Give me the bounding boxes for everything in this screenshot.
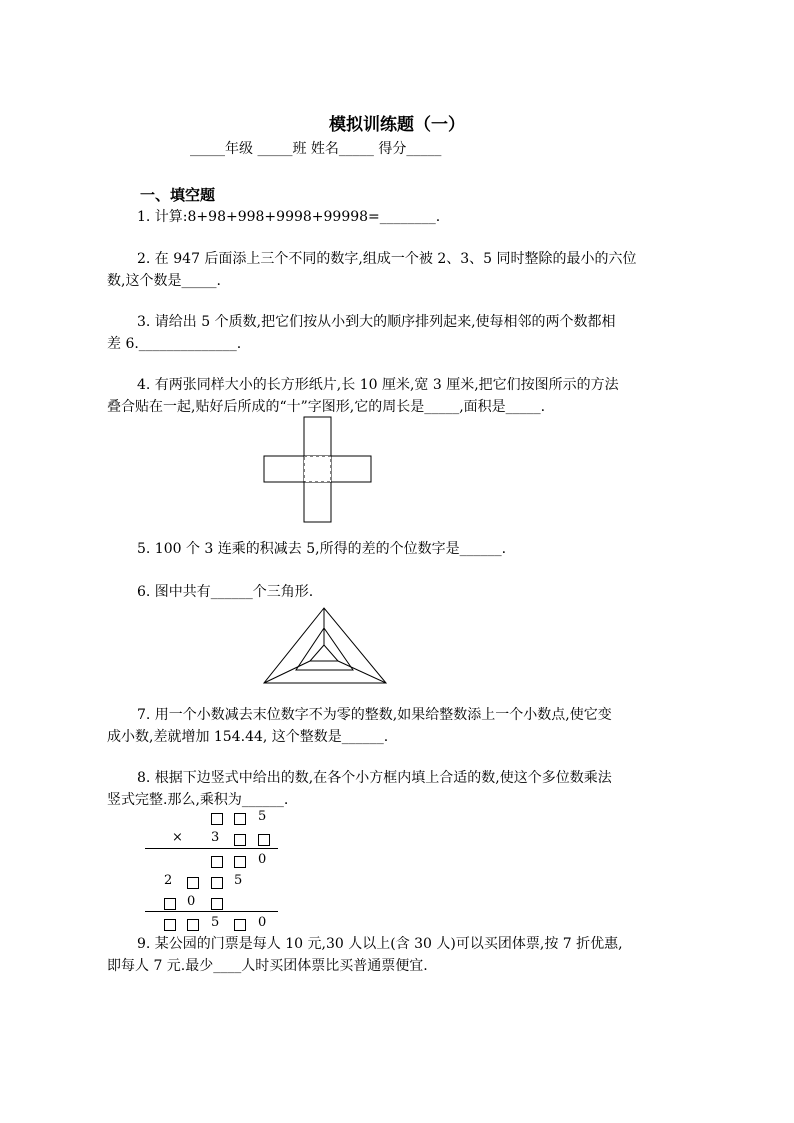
question-6: 6. 图中共有______个三角形. <box>137 584 314 600</box>
page-title: 模拟训练题（一） <box>329 115 465 135</box>
calc-line <box>145 848 278 849</box>
question-3-line-1: 3. 请给出 5 个质数,把它们按从小到大的顺序排列起来,使每相邻的两个数都相 <box>137 314 616 330</box>
calc-line <box>145 911 278 912</box>
blank-box <box>258 834 270 846</box>
student-info-line: _____年级 _____班 姓名_____ 得分_____ <box>190 141 442 157</box>
question-2-line-2: 数,这个数是_____. <box>107 273 221 289</box>
times-sign: × <box>172 830 183 845</box>
question-9-line-1: 9. 某公园的门票是每人 10 元,30 人以上(含 30 人)可以买团体票,按 7 折优惠, <box>137 936 623 952</box>
question-8-line-1: 8. 根据下边竖式中给出的数,在各个小方框内填上合适的数,使这个多位数乘法 <box>137 770 612 786</box>
digit: 3 <box>211 830 220 845</box>
question-9-line-2: 即每人 7 元.最少____人时买团体票比买普通票便宜. <box>107 958 428 974</box>
question-4-line-1: 4. 有两张同样大小的长方形纸片,长 10 厘米,宽 3 厘米,把它们按图所示的方法 <box>137 377 619 393</box>
digit: 5 <box>211 915 220 930</box>
digit: 2 <box>164 873 173 888</box>
blank-box <box>164 919 176 931</box>
digit: 0 <box>258 915 267 930</box>
line-to-left <box>264 661 310 683</box>
blank-box <box>211 877 223 889</box>
question-3-line-2: 差 6.______________. <box>107 336 242 352</box>
digit: 5 <box>258 809 267 824</box>
question-1: 1. 计算:8+98+998+9998+99998=________. <box>137 209 441 225</box>
question-4-line-2: 叠合贴在一起,贴好后所成的“十”字图形,它的周长是_____,面积是_____. <box>107 399 546 415</box>
blank-box <box>234 919 246 931</box>
section-heading: 一、填空题 <box>140 186 216 204</box>
blank-box <box>187 877 199 889</box>
question-2-line-1: 2. 在 947 后面添上三个不同的数字,组成一个被 2、3、5 同时整除的最小的六位 <box>137 251 637 267</box>
blank-box <box>211 856 223 868</box>
inner-triangle <box>310 645 338 661</box>
blank-box <box>234 813 246 825</box>
digit: 0 <box>187 894 196 909</box>
question-8-line-2: 竖式完整.那么,乘积为______. <box>107 792 289 808</box>
question-7-line-2: 成小数,差就增加 154.44, 这个整数是______. <box>107 729 389 745</box>
digit: 5 <box>234 873 243 888</box>
line-to-right <box>338 661 386 683</box>
question-5: 5. 100 个 3 连乘的积减去 5,所得的差的个位数字是______. <box>137 541 507 557</box>
digit: 0 <box>258 852 267 867</box>
blank-box <box>234 856 246 868</box>
blank-box <box>234 834 246 846</box>
question-7-line-1: 7. 用一个小数减去末位数字不为零的整数,如果给整数添上一个小数点,使它变 <box>137 707 612 723</box>
blank-box <box>211 898 223 910</box>
blank-box <box>164 898 176 910</box>
blank-box <box>211 813 223 825</box>
blank-box <box>187 919 199 931</box>
